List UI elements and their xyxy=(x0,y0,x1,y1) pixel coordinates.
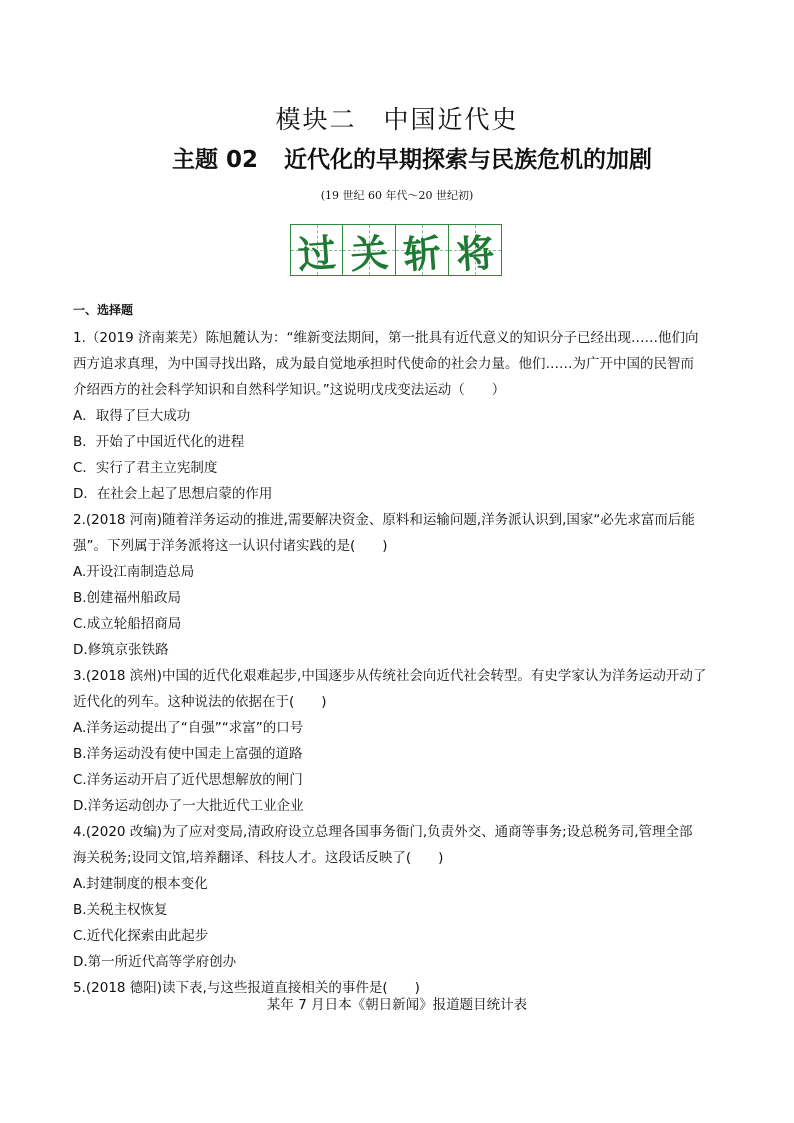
question-3-stem-line: 3.(2018 滨州)中国的近代化艰难起步,中国逐步从传统社会向近代社会转型。有史学家认为洋务运动开动了 xyxy=(73,668,707,684)
banner-char: 斩 xyxy=(401,229,443,277)
question-5-stem-line: 5.(2018 德阳)读下表,与这些报道直接相关的事件是( ) xyxy=(73,980,420,996)
topic-title xyxy=(172,141,732,174)
questions-list xyxy=(73,325,723,1001)
topic-number: 主题 02 xyxy=(172,147,259,173)
question-3-option-a: A.洋务运动提出了“自强”“求富”的口号 xyxy=(73,720,304,736)
section-title: 一、选择题 xyxy=(73,303,134,317)
question-4-stem-line: 海关税务;设同文馆,培养翻译、科技人才。这段话反映了( ) xyxy=(73,850,444,866)
question-4-option-d: D.第一所近代高等学府创办 xyxy=(73,954,237,970)
question-2-option-c: C.成立轮船招商局 xyxy=(73,616,182,632)
banner-char: 关 xyxy=(348,229,390,277)
question-1-option-b: B．开始了中国近代化的进程 xyxy=(73,434,245,450)
question-1-stem-line: 介绍西方的社会科学知识和自然科学知识。”这说明戊戌变法运动（ ） xyxy=(73,382,506,398)
question-3-option-c: C.洋务运动开启了近代思想解放的闸门 xyxy=(73,772,303,788)
question-3-option-d: D.洋务运动创办了一大批近代工业企业 xyxy=(73,798,304,814)
banner-cell xyxy=(343,224,396,276)
question-4-option-b: B.关税主权恢复 xyxy=(73,902,168,918)
question-2-stem-line: 强”。下列属于洋务派将这一认识付诸实践的是( ) xyxy=(73,538,388,554)
question-2-stem-line: 2.(2018 河南)随着洋务运动的推进,需要解决资金、原料和运输问题,洋务派认识到,国家“必先求富而后能 xyxy=(73,512,695,528)
banner-char: 将 xyxy=(454,229,496,277)
banner-char: 过 xyxy=(296,229,338,277)
period-subtitle: (19 世纪 60 年代～20 世纪初) xyxy=(320,189,474,202)
question-3-stem-line: 近代化的列车。这种说法的依据在于( ) xyxy=(73,694,327,710)
question-1-option-c: C．实行了君主立宪制度 xyxy=(73,460,218,476)
question-4-option-c: C.近代化探索由此起步 xyxy=(73,928,209,944)
question-1-option-d: D．在社会上起了思想启蒙的作用 xyxy=(73,486,273,502)
question-2-option-d: D.修筑京张铁路 xyxy=(73,642,169,658)
question-2-option-b: B.创建福州船政局 xyxy=(73,590,182,606)
question-3-option-b: B.洋务运动没有使中国走上富强的道路 xyxy=(73,746,303,762)
question-1-stem-line: 1.（2019 济南莱芜）陈旭麓认为：“维新变法期间，第一批具有近代意义的知识分子已经出现……他们向 xyxy=(73,330,699,346)
question-4-stem-line: 4.(2020 改编)为了应对变局,清政府设立总理各国事务衙门,负责外交、通商等事务;设总税务司,管理全部 xyxy=(73,824,693,840)
banner-cell xyxy=(290,224,343,276)
question-1-stem-line: 西方追求真理，为中国寻找出路，成为最自觉地承担时代使命的社会力量。他们……为广开中国的民智而 xyxy=(73,356,694,372)
banner-cell xyxy=(396,224,449,276)
topic-name: 近代化的早期探索与民族危机的加剧 xyxy=(284,147,653,173)
question-4-option-a: A.封建制度的根本变化 xyxy=(73,876,208,892)
module-title: 模块二 中国近代史 xyxy=(275,105,519,134)
question-1-option-a: A．取得了巨大成功 xyxy=(73,408,191,424)
table-caption: 某年 7 月日本《朝日新闻》报道题目统计表 xyxy=(266,997,528,1013)
banner-cell xyxy=(449,224,502,276)
question-2-option-a: A.开设江南制造总局 xyxy=(73,564,195,580)
banner-guoguan-zhanjiang xyxy=(290,224,502,276)
